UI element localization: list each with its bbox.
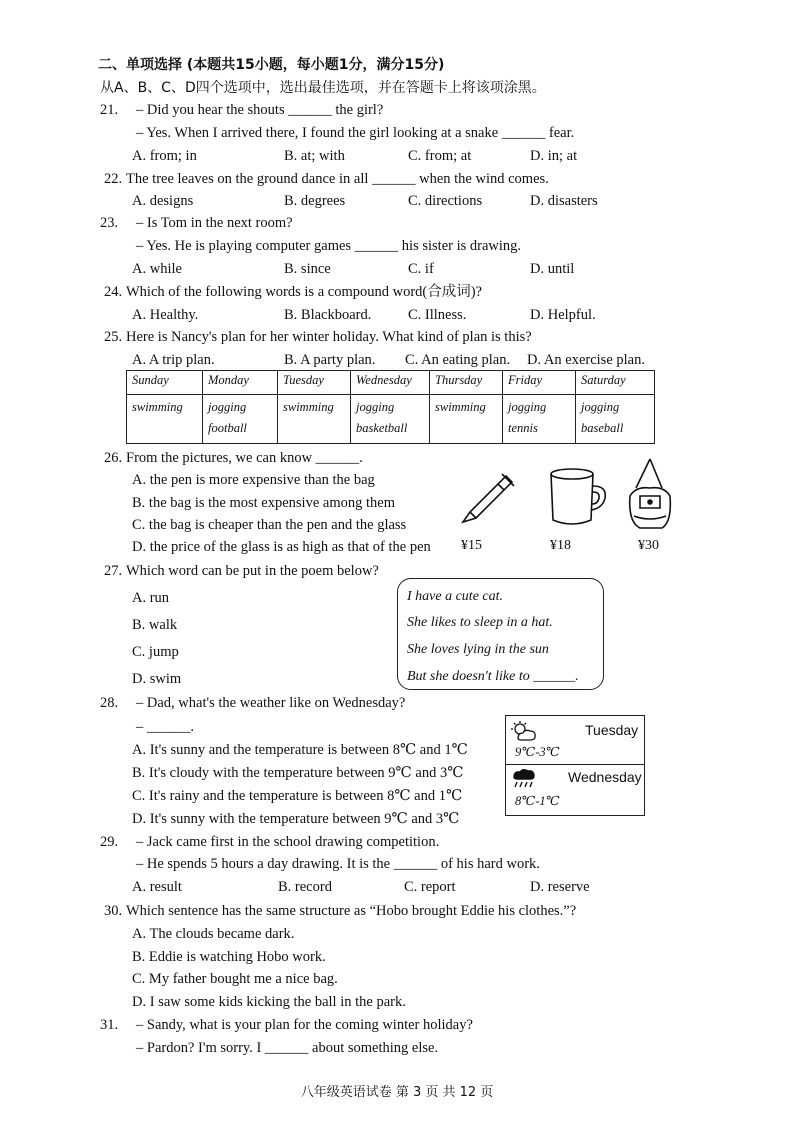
holiday-plan-table — [126, 370, 655, 444]
question-22 — [104, 170, 549, 188]
section-instruction: 从A、B、C、D四个选项中，选出最佳选项，并在答题卡上将该项涂黑。 — [100, 80, 546, 96]
activity: swimming — [132, 400, 183, 414]
question-number: 22. — [104, 171, 123, 187]
question-text: – Pardon? I'm sorry. I ______ about something else. — [136, 1040, 439, 1056]
option-b: B. record — [278, 879, 332, 895]
table-cell — [203, 395, 278, 444]
question-number: 31. — [100, 1017, 119, 1033]
table-header-cell: Sunday — [127, 371, 203, 395]
option-d: D. until — [530, 261, 575, 277]
page-footer: 八年级英语试卷 第 3 页 共 12 页 — [300, 1085, 494, 1100]
question-number: 26. — [104, 450, 123, 466]
option-c: C. An eating plan. — [405, 352, 511, 368]
option-b: B. A party plan. — [284, 352, 376, 368]
table-header-cell: Tuesday — [278, 371, 351, 395]
poem-line: But she doesn't like to ______. — [407, 669, 579, 684]
forecast-day-2: Wednesday — [568, 769, 642, 785]
option-c: C. jump — [132, 644, 179, 660]
option-b: B. at; with — [284, 148, 345, 164]
glass-price: ¥18 — [550, 538, 571, 553]
option-d: D. Helpful. — [530, 307, 596, 323]
option-c: C. report — [404, 879, 456, 895]
table-header-row — [127, 371, 655, 395]
option-a: A. run — [132, 590, 170, 606]
table-cell — [127, 395, 203, 444]
question-number: 28. — [100, 695, 119, 711]
table-header-cell: Friday — [503, 371, 576, 395]
option-b: B. Blackboard. — [284, 307, 372, 323]
weather-forecast-box — [505, 715, 645, 816]
question-26 — [104, 449, 363, 467]
activity: football — [208, 421, 247, 435]
question-text: – Yes. When I arrived there, I found the girl looking at a snake ______ fear. — [136, 125, 575, 141]
option-a: A. from; in — [132, 148, 197, 164]
option-b: B. It's cloudy with the temperature between 9℃ and 3℃ — [132, 765, 464, 781]
option-a: A. designs — [132, 193, 194, 209]
option-c: C. if — [408, 261, 434, 277]
option-a: A. The clouds became dark. — [132, 926, 295, 942]
question-25 — [104, 328, 532, 346]
forecast-day-1: Tuesday — [585, 722, 639, 738]
question-text: – Is Tom in the next room? — [136, 215, 293, 231]
activity: jogging — [356, 400, 395, 414]
activity: tennis — [508, 421, 538, 435]
activity: baseball — [581, 421, 624, 435]
activity: swimming — [435, 400, 486, 414]
bag-price: ¥30 — [638, 538, 659, 553]
rain-cloud-icon — [510, 768, 538, 794]
question-text: Which word can be put in the poem below? — [126, 563, 379, 579]
table-cell — [278, 395, 351, 444]
table-row — [127, 395, 655, 444]
poem-box — [397, 578, 604, 690]
option-d: D. It's sunny with the temperature between 9℃ and 3℃ — [132, 811, 460, 827]
option-a: A. A trip plan. — [132, 352, 215, 368]
option-a: A. the pen is more expensive than the bag — [132, 472, 375, 488]
question-text: – Sandy, what is your plan for the coming winter holiday? — [136, 1017, 473, 1033]
option-b: B. since — [284, 261, 331, 277]
activity: jogging — [208, 400, 247, 414]
option-a: A. result — [132, 879, 182, 895]
table-cell — [576, 395, 655, 444]
question-number: 21. — [100, 102, 119, 118]
option-d: D. the price of the glass is as high as that of the pen — [132, 539, 431, 555]
question-24 — [104, 283, 482, 301]
question-27 — [104, 562, 379, 580]
option-c: C. It's rainy and the temperature is between 8℃ and 1℃ — [132, 788, 463, 804]
table-cell — [503, 395, 576, 444]
table-cell — [351, 395, 430, 444]
divider — [506, 764, 644, 765]
option-a: A. Healthy. — [132, 307, 199, 323]
option-c: C. the bag is cheaper than the pen and the glass — [132, 517, 407, 533]
question-number: 23. — [100, 215, 119, 231]
option-d: D. reserve — [530, 879, 590, 895]
pen-price: ¥15 — [461, 538, 482, 553]
option-d: D. swim — [132, 671, 182, 687]
option-c: C. My father bought me a nice bag. — [132, 971, 338, 987]
forecast-temp-2: 8℃-1℃ — [515, 794, 560, 808]
option-c: C. Illness. — [408, 307, 467, 323]
pen-icon — [458, 470, 518, 528]
question-number: 25. — [104, 329, 123, 345]
activity: basketball — [356, 421, 408, 435]
activity: swimming — [283, 400, 334, 414]
table-header-cell: Monday — [203, 371, 278, 395]
option-b: B. walk — [132, 617, 178, 633]
question-text: – Did you hear the shouts ______ the girl? — [136, 102, 384, 118]
question-text: Which of the following words is a compound word(合成词)? — [126, 284, 482, 300]
question-number: 29. — [100, 834, 119, 850]
question-text: – Dad, what's the weather like on Wednesday? — [136, 695, 406, 711]
question-text: – He spends 5 hours a day drawing. It is the ______ of his hard work. — [136, 856, 540, 872]
option-b: B. the bag is the most expensive among them — [132, 495, 395, 511]
question-text: From the pictures, we can know ______. — [126, 450, 363, 466]
option-b: B. Eddie is watching Hobo work. — [132, 949, 326, 965]
poem-line: She likes to sleep in a hat. — [407, 615, 553, 630]
bag-icon — [624, 456, 676, 532]
question-text: – Yes. He is playing computer games ______ his sister is drawing. — [136, 238, 522, 254]
question-31 — [100, 1016, 473, 1034]
question-text: – Jack came first in the school drawing competition. — [136, 834, 440, 850]
question-text: Here is Nancy's plan for her winter holiday. What kind of plan is this? — [126, 329, 532, 345]
question-29 — [100, 833, 439, 851]
option-c: C. from; at — [408, 148, 472, 164]
poem-line: I have a cute cat. — [407, 589, 504, 604]
option-d: D. in; at — [530, 148, 578, 164]
table-header-cell: Saturday — [576, 371, 655, 395]
question-text: – ______. — [136, 719, 194, 735]
table-cell — [430, 395, 503, 444]
activity: jogging — [581, 400, 620, 414]
table-header-cell: Wednesday — [351, 371, 430, 395]
section-title: 二、单项选择 (本题共15小题，每小题1分，满分15分) — [98, 57, 445, 73]
question-28 — [100, 694, 405, 712]
option-d: D. I saw some kids kicking the ball in the park. — [132, 994, 406, 1010]
activity: jogging — [508, 400, 547, 414]
poem-line: She loves lying in the sun — [407, 642, 549, 657]
question-23 — [100, 214, 293, 232]
question-number: 27. — [104, 563, 123, 579]
question-number: 30. — [104, 903, 123, 919]
option-a: A. It's sunny and the temperature is between 8℃ and 1℃ — [132, 742, 468, 758]
option-d: D. disasters — [530, 193, 598, 209]
question-number: 24. — [104, 284, 123, 300]
question-30 — [104, 902, 576, 920]
table-header-cell: Thursday — [430, 371, 503, 395]
question-21 — [100, 101, 383, 119]
option-b: B. degrees — [284, 193, 346, 209]
glass-icon — [545, 466, 611, 530]
cloudy-sun-icon — [510, 720, 538, 742]
question-text: Which sentence has the same structure as “Hobo brought Eddie his clothes.”? — [126, 903, 577, 919]
forecast-temp-1: 9℃-3℃ — [515, 745, 560, 759]
option-d: D. An exercise plan. — [527, 352, 645, 368]
option-c: C. directions — [408, 193, 483, 209]
option-a: A. while — [132, 261, 182, 277]
question-text: The tree leaves on the ground dance in all ______ when the wind comes. — [126, 171, 549, 187]
